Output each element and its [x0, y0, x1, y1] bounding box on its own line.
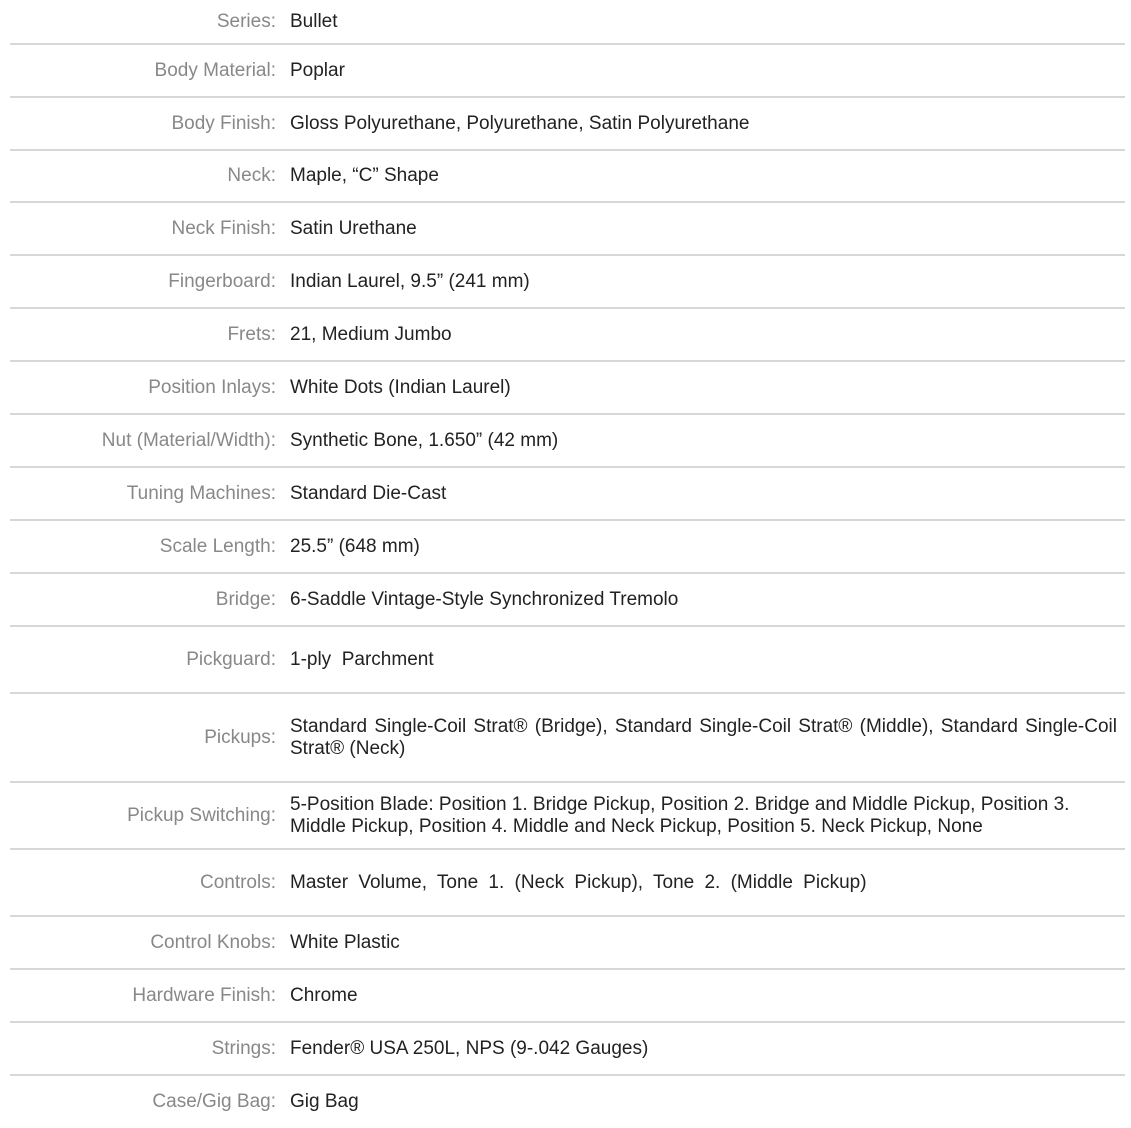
- spec-label: Neck Finish:: [171, 217, 276, 239]
- spec-label: Strings:: [211, 1037, 276, 1059]
- spec-value: White Dots (Indian Laurel): [290, 376, 511, 398]
- spec-row-pickguard: [10, 627, 1125, 694]
- spec-label: Neck:: [227, 165, 276, 186]
- spec-value: Standard Die-Cast: [290, 482, 447, 504]
- spec-label: Case/Gig Bag:: [152, 1091, 276, 1112]
- spec-row-case-gig-bag: [10, 1076, 1125, 1128]
- spec-row-bridge: [10, 574, 1125, 627]
- spec-row-frets: [10, 309, 1125, 362]
- spec-value: Satin Urethane: [290, 217, 417, 239]
- spec-value: Indian Laurel, 9.5” (241 mm): [290, 270, 530, 292]
- spec-label: Body Finish:: [171, 112, 276, 134]
- spec-value: Poplar: [290, 59, 345, 81]
- spec-value: 25.5” (648 mm): [290, 535, 420, 557]
- spec-row-scale-length: [10, 521, 1125, 574]
- spec-label: Nut (Material/Width):: [101, 429, 276, 451]
- spec-row-fingerboard: [10, 256, 1125, 309]
- spec-row-pickup-switching: [10, 783, 1125, 850]
- spec-row-control-knobs: [10, 917, 1125, 970]
- spec-label: Controls:: [199, 871, 276, 893]
- spec-label: Scale Length:: [159, 535, 276, 557]
- spec-row-neck-finish: [10, 203, 1125, 256]
- spec-row-body-material: [10, 45, 1125, 98]
- spec-row-controls: [10, 850, 1125, 917]
- spec-label: Tuning Machines:: [126, 482, 276, 504]
- spec-row-hardware-finish: [10, 970, 1125, 1023]
- spec-row-strings: [10, 1023, 1125, 1076]
- spec-row-position-inlays: [10, 362, 1125, 415]
- spec-label: Pickups:: [204, 726, 276, 748]
- spec-value: Maple, “C” Shape: [290, 165, 439, 186]
- spec-label: Series:: [216, 10, 276, 32]
- spec-label: Pickguard:: [186, 648, 276, 670]
- spec-row-body-finish: [10, 98, 1125, 151]
- spec-label: Fingerboard:: [168, 270, 276, 292]
- spec-value: Master Volume, Tone 1. (Neck Pickup), Tone 2. (Middle Pickup): [290, 871, 867, 893]
- spec-label: Frets:: [227, 323, 276, 345]
- spec-value: 1-ply Parchment: [290, 648, 434, 670]
- spec-label: Position Inlays:: [148, 376, 276, 398]
- spec-label: Hardware Finish:: [132, 984, 276, 1006]
- spec-value: White Plastic: [290, 931, 400, 953]
- spec-row-pickups: [10, 694, 1125, 783]
- spec-value: 5-Position Blade: Position 1. Bridge Pickup, Position 2. Bridge and Middle Pickup, Position 3. Middle Pickup, Position 4. Middle and Neck Pickup, Position 5. Neck Pickup, None: [290, 793, 1070, 837]
- spec-value: Chrome: [290, 984, 358, 1006]
- spec-value: Gloss Polyurethane, Polyurethane, Satin Polyurethane: [290, 112, 750, 134]
- spec-value: 6-Saddle Vintage-Style Synchronized Tremolo: [290, 588, 679, 610]
- spec-label: Pickup Switching:: [127, 804, 276, 826]
- spec-table: [10, 0, 1125, 1128]
- spec-label: Body Material:: [154, 59, 276, 81]
- spec-label: Control Knobs:: [150, 931, 276, 953]
- spec-value: 21, Medium Jumbo: [290, 323, 452, 345]
- spec-value: Gig Bag: [290, 1091, 359, 1112]
- spec-value: Synthetic Bone, 1.650” (42 mm): [290, 429, 559, 451]
- spec-value: Standard Single-Coil Strat® (Bridge), Standard Single-Coil Strat® (Middle), Standard Single-Coil Strat® (Neck): [290, 715, 1117, 759]
- spec-row-neck: [10, 151, 1125, 203]
- spec-value: Bullet: [290, 10, 338, 32]
- spec-label: Bridge:: [215, 588, 276, 610]
- spec-value: Fender® USA 250L, NPS (9-.042 Gauges): [290, 1037, 649, 1059]
- spec-row-tuning-machines: [10, 468, 1125, 521]
- spec-row-series: [10, 0, 1125, 45]
- spec-row-nut: [10, 415, 1125, 468]
